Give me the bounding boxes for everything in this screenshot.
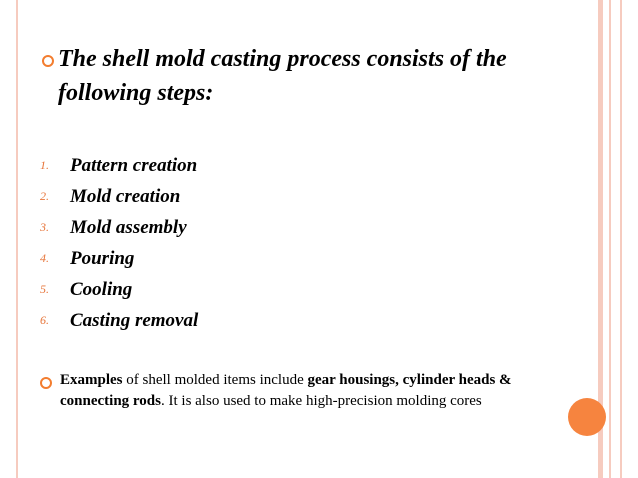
note-examples-label: Examples: [60, 372, 123, 388]
slide-heading: The shell mold casting process consists of the following steps:: [58, 46, 507, 106]
orange-circle-icon: [568, 398, 606, 436]
step-number: 4.: [40, 251, 49, 265]
step-number: 6.: [40, 313, 49, 327]
note-text-1: of shell molded items include: [122, 372, 308, 388]
note-text-2: . It is also used to make high-precision molding cores: [160, 393, 482, 409]
step-label: Mold assembly: [70, 216, 187, 238]
examples-note: [60, 370, 540, 412]
step-label: Mold creation: [70, 185, 181, 207]
heading-bullet-icon: [42, 55, 54, 67]
step-number: 3.: [40, 220, 49, 234]
step-number: 1.: [40, 158, 49, 172]
right-border-line-2: [609, 0, 611, 478]
step-item: [40, 212, 198, 243]
step-label: Casting removal: [70, 309, 199, 331]
step-label: Pouring: [70, 247, 135, 269]
right-border-line-3: [620, 0, 622, 478]
step-item: [40, 243, 198, 274]
step-item: [40, 181, 198, 212]
step-label: Pattern creation: [70, 154, 198, 176]
steps-list: [40, 150, 198, 336]
step-item: [40, 150, 198, 181]
step-number: 2.: [40, 189, 49, 203]
note-items: gear housings, cylinder heads & connecting rods: [60, 372, 512, 409]
step-item: [40, 305, 198, 336]
step-number: 5.: [40, 282, 49, 296]
note-bullet-icon: [40, 377, 52, 389]
step-item: [40, 274, 198, 305]
step-label: Cooling: [70, 278, 133, 300]
left-border-line: [16, 0, 18, 478]
